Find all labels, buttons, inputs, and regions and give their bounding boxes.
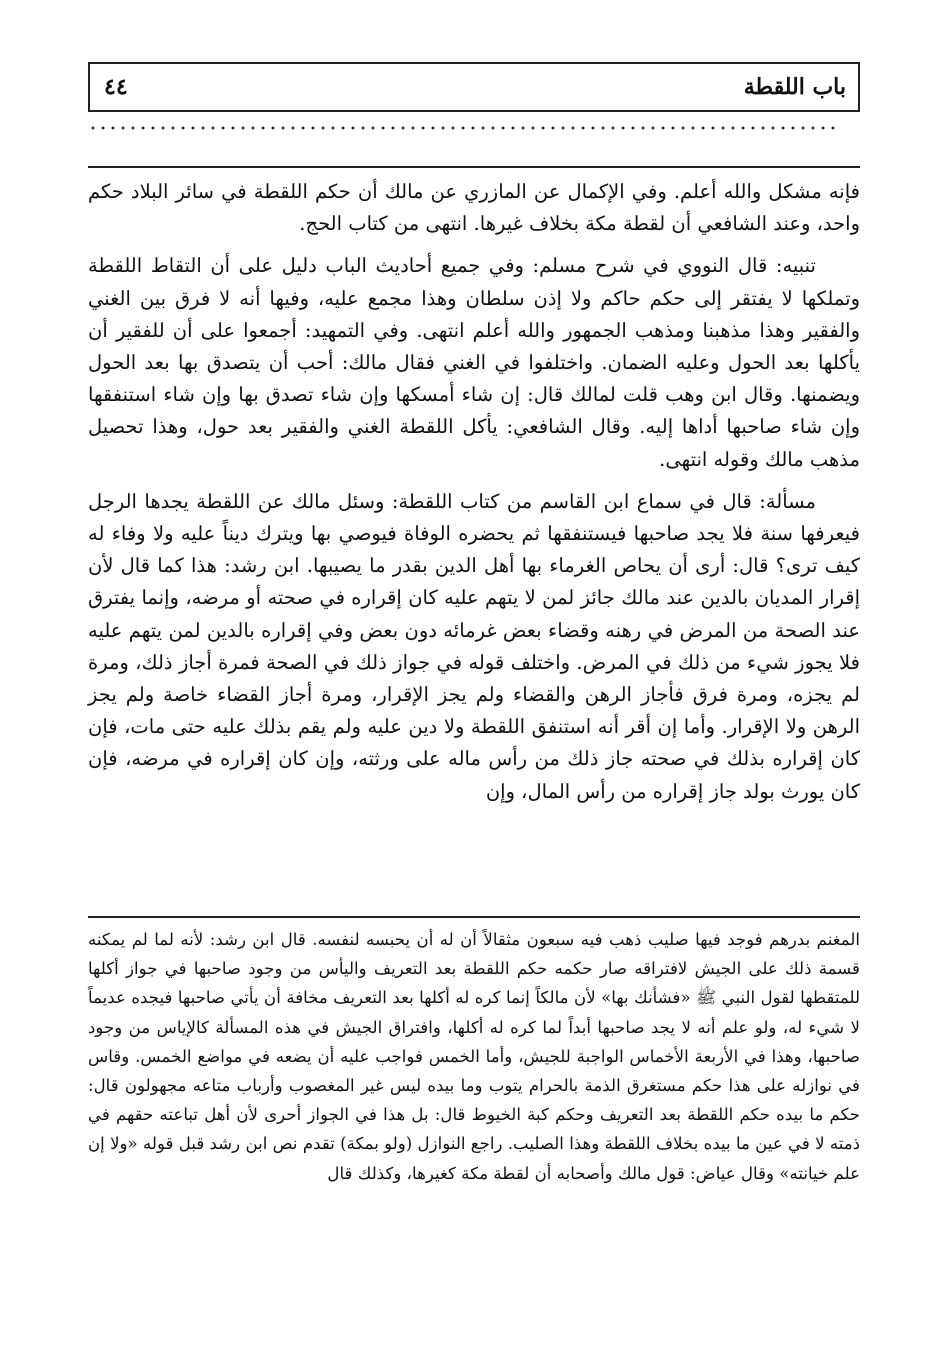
footnote-paragraph: المغنم بدرهم فوجد فيها صليب ذهب فيه سبعون مثقالاً أن له أن يحبسه لنفسه. قال ابن رشد: لأنه لما لم يمكنه قسمة ذلك على الجيش لافتراقه صار حكمه حكم اللقطة بعد التعريف واليأس من وجود صاحبها في جواز أكلها للمتقطها لقول النبي ﷺ «فشأنك بها» لأن مالكاً إنما كره له أكلها بعد التعريف مخافة أن يأتي صاحبها فيجده عديماً لا شيء له، ولو علم أنه لا يجد صاحبها أبداً لما كره له أكلها، وافتراق الجيش في هذه المسألة كالإياس من وجود صاحبها، وهذا في الأربعة الأخماس الواجبة للجيش، وأما الخمس فواجب عليه أن يضعه في مواضع الخمس. وقاس في نوازله على هذا حكم مستغرق الذمة بالحرام يتوب وما بيده ليس غير المغصوب وأرباب متاعه مجهولون قال: حكم ما بيده حكم اللقطة بعد التعريف وحكم كبة الخيوط قال: بل هذا في الجواز أحرى لأن أهل تباعته حقهم في ذمته لا في عين ما بيده بخلاف اللقطة وهذا الصليب. راجع النوازل (ولو بمكة) تقدم نص ابن رشد قبل قوله «ولا إن علم خيانته» وقال عياض: قول مالك وأصحابه أن لقطة مكة كغيرها، وكذلك قال: [88, 930, 860, 1183]
paragraph: مسألة: قال في سماع ابن القاسم من كتاب اللقطة: وسئل مالك عن اللقطة يجدها الرجل فيعرفها سنة فلا يجد صاحبها فيستنفقها ثم يحضره الوفاة فيوصي بها ويترك ديناً عليه ولا وفاء له كيف ترى؟ قال: أرى أن يحاص الغرماء بها أهل الدين بقدر ما يصيبها. ابن رشد: هذا كما قال لأن إقرار المديان بالدين عند مالك جائز لمن لا يتهم عليه كان إقراره في صحته أو مرضه، وإنما يفترق عند الصحة من المرض في رهنه وقضاء بعض غرمائه دون بعض وفي إقراره بالدين لمن يتهم عليه فلا يجوز شيء من ذلك في المرض. واختلف قوله في جواز ذلك في الصحة فمرة أجاز ذلك، ومرة لم يجزه، ومرة فرق فأجاز الرهن والقضاء ولم يجز الإقرار، ومرة أجاز القضاء خاصة ولم يجز الرهن ولا الإقرار. وأما إن أقر أنه استنفق اللقطة ولا دين عليه ولم يقم بذلك عليه حتى مات، فإن كان إقراره بذلك في صحته جاز ذلك من رأس ماله على ورثته، وإن كان إقراره في مرضه، فإن كان يورث بولد جاز إقراره من رأس المال، وإن: [88, 489, 860, 803]
header-rule: [88, 166, 860, 168]
paragraph: فإنه مشكل والله أعلم. وفي الإكمال عن المازري عن مالك أن حكم اللقطة في سائر البلاد حكم واحد، وعند الشافعي أن لقطة مكة بخلاف غيرها. انتهى من كتاب الحج.: [88, 180, 860, 236]
running-header: [88, 62, 860, 112]
paragraph: تنبيه: قال النووي في شرح مسلم: وفي جميع أحاديث الباب دليل على أن التقاط اللقطة وتملكها لا يفتقر إلى حكم حاكم ولا إذن سلطان وهذا مجمع عليه، وفيها أنه لا فرق بين الغني والفقير وهذا مذهبنا ومذهب الجمهور والله أعلم انتهى. وفي التمهيد: أجمعوا على أن للفقير أن يأكلها بعد الحول وعليه الضمان. واختلفوا في الغني فقال مالك: أحب أن يتصدق بها بعد الحول ويضمنها. وقال ابن وهب قلت لمالك قال: إن شاء أمسكها وإن شاء تصدق بها وإن شاء استنفقها وإن شاء صاحبها أداها إليه. وقال الشافعي: يأكل اللقطة الغني والفقير بعد حول، وهذا تحصيل مذهب مالك وقوله انتهى.: [88, 254, 860, 471]
footnote: [88, 925, 860, 1188]
main-text: [88, 176, 860, 818]
footnote-rule: [88, 916, 860, 918]
page-number: ٤٤: [104, 74, 128, 100]
dotted-separator: [88, 126, 840, 130]
chapter-title: باب اللقطة: [743, 74, 846, 100]
